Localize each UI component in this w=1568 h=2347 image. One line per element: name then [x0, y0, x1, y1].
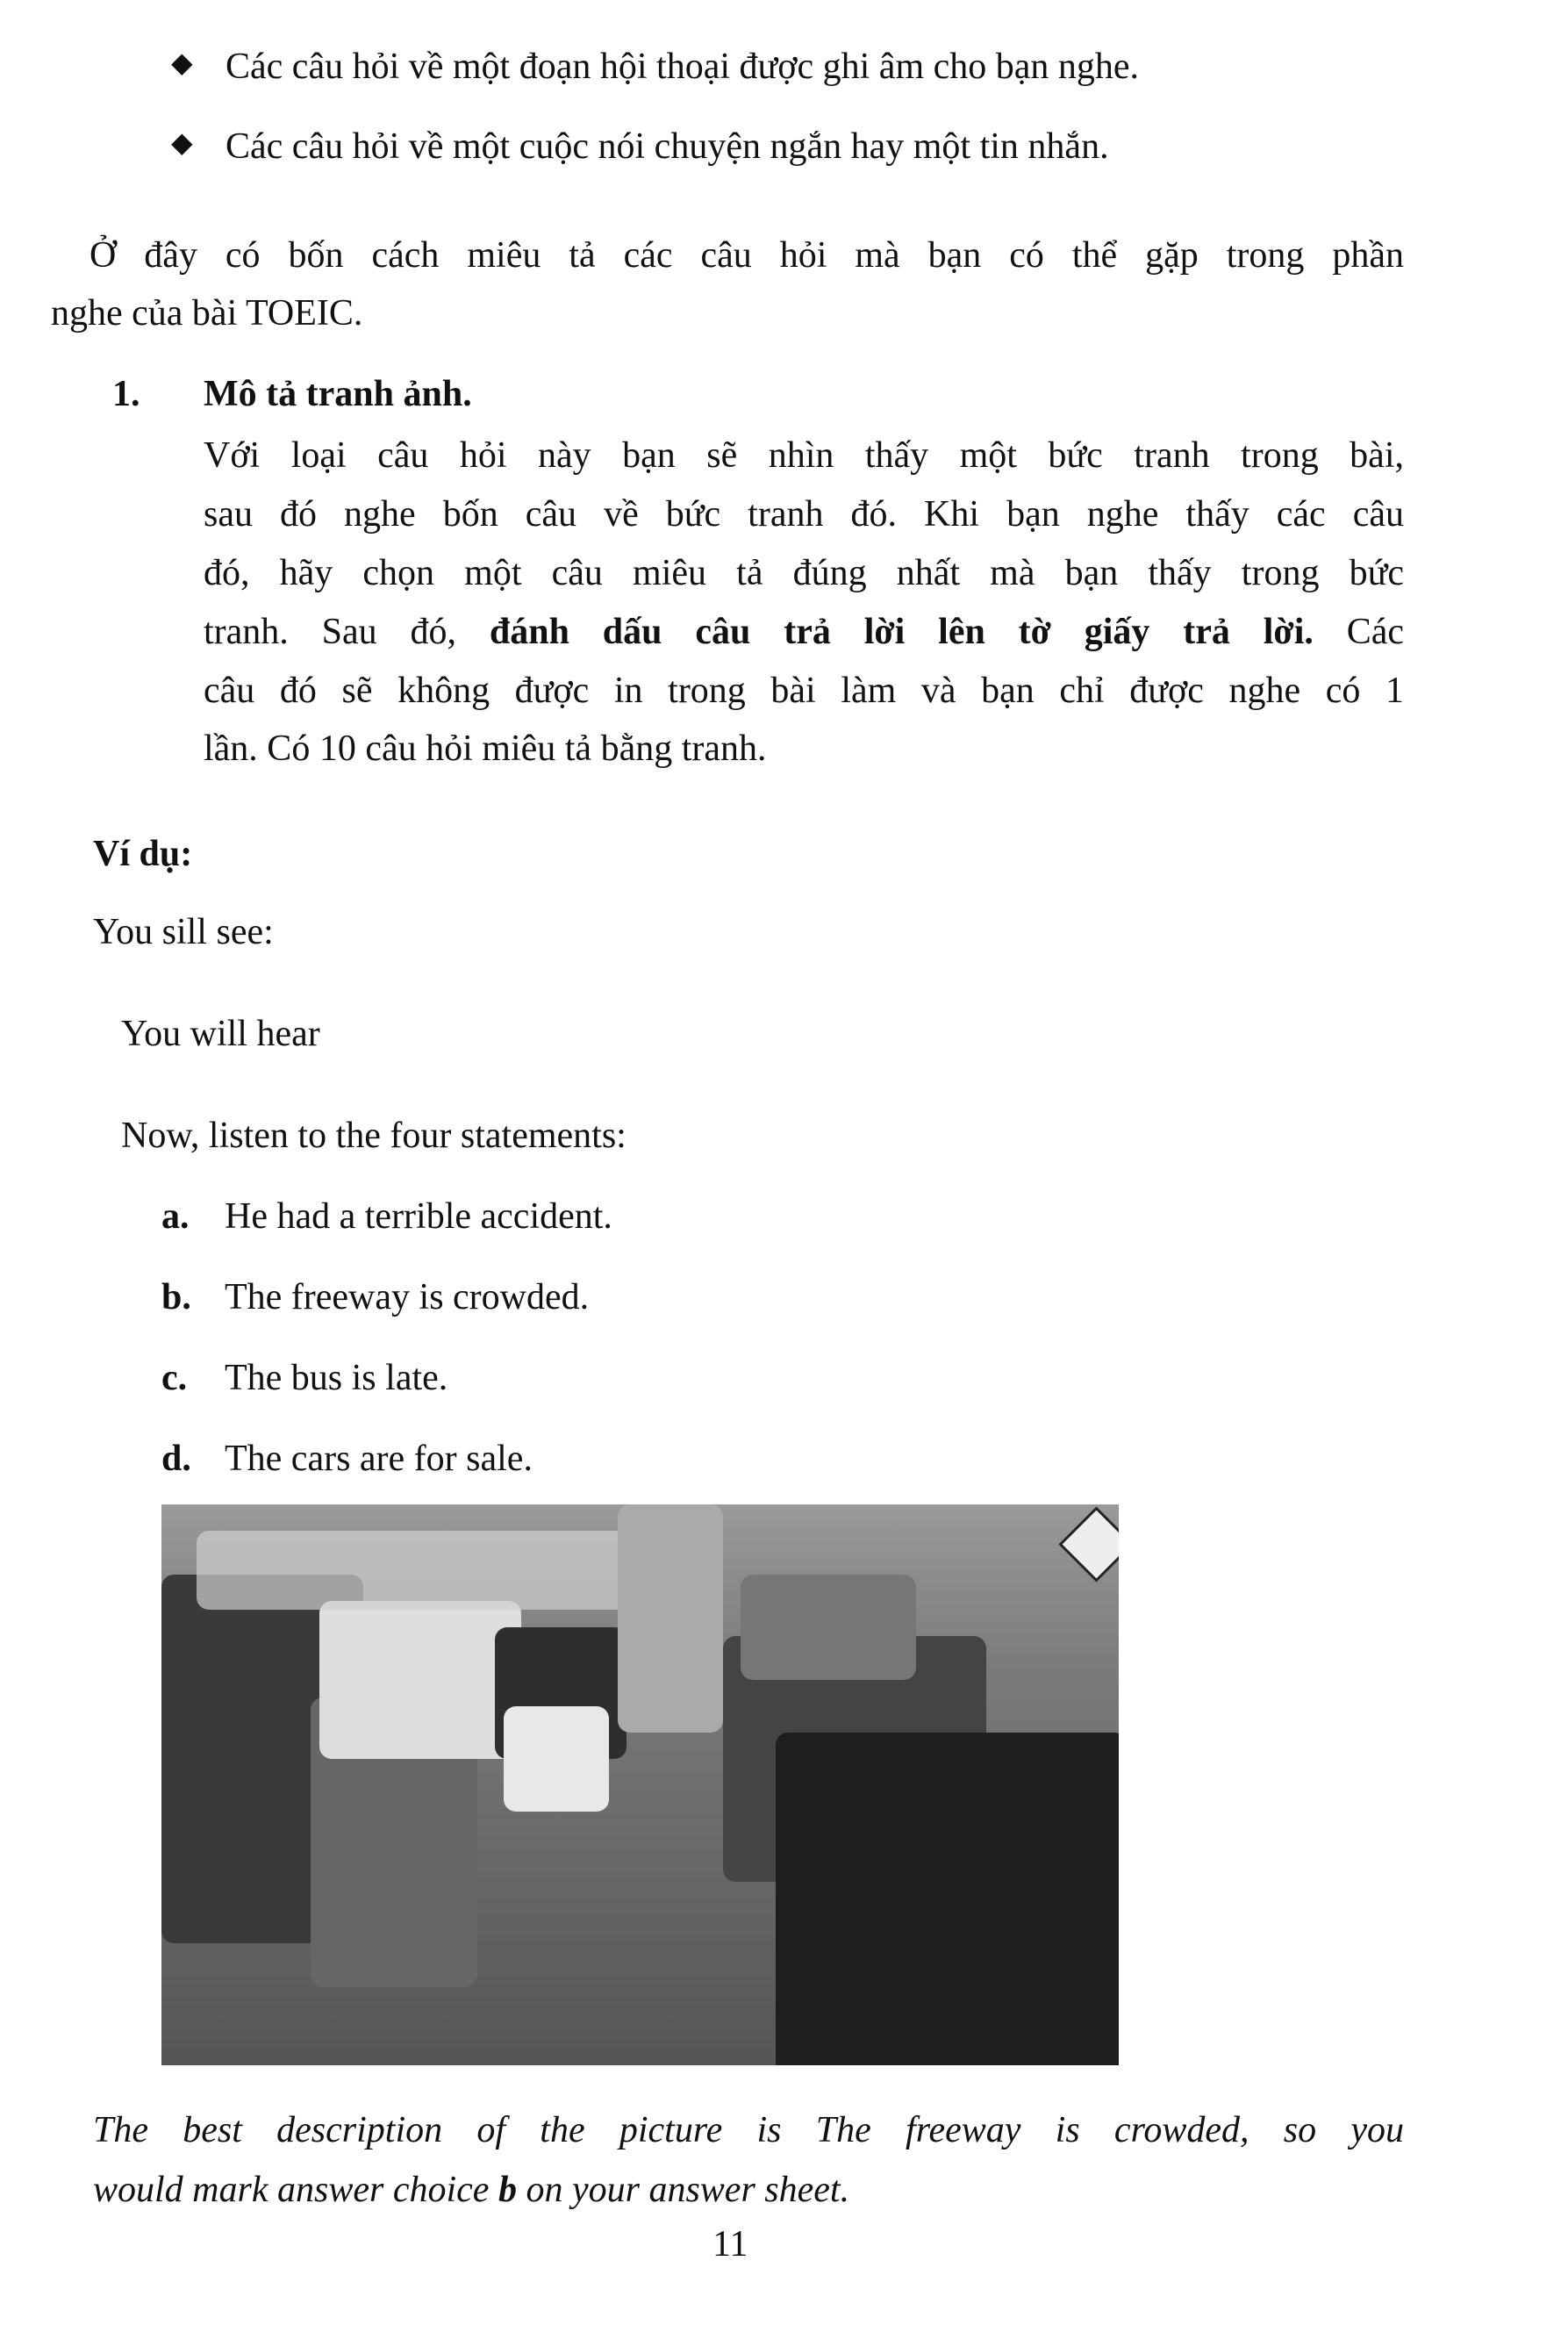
bullet-text: Các câu hỏi về một cuộc nói chuyện ngắn hay một tin nhắn.	[226, 126, 1109, 167]
paragraph-line: lần. Có 10 câu hỏi miêu tả bằng tranh.	[204, 729, 767, 769]
page-number: 11	[712, 2224, 748, 2264]
caption-line	[93, 2171, 849, 2208]
paragraph-line: đó, hãy chọn một câu miêu tả đúng nhất mà bạn thấy trong bức	[204, 553, 1404, 593]
instruction: Now, listen to the four statements:	[121, 1116, 626, 1156]
you-will-hear: You will hear	[121, 1014, 320, 1054]
example-heading: Ví dụ:	[93, 834, 193, 874]
text: would mark answer choice	[93, 2170, 490, 2210]
diamond-bullet-icon: ◆	[171, 47, 193, 78]
section-title: Mô tả tranh ảnh.	[204, 374, 472, 414]
paragraph-line: Với loại câu hỏi này bạn sẽ nhìn thấy một bức tranh trong bài,	[204, 435, 1404, 476]
text: on your answer sheet.	[526, 2170, 850, 2210]
option-letter: c.	[161, 1358, 188, 1398]
answer-letter: b	[498, 2170, 517, 2210]
option-text: He had a terrible accident.	[225, 1196, 612, 1237]
freeway-traffic-photo	[161, 1504, 1119, 2065]
diamond-bullet-icon: ◆	[171, 126, 193, 158]
intro-line: nghe của bài TOEIC.	[51, 293, 363, 334]
text: tranh. Sau đó,	[204, 612, 457, 652]
caption-line: The best description of the picture is The freeway is crowded, so you	[93, 2110, 1404, 2150]
you-will-see: You sill see:	[93, 912, 274, 952]
option-text: The cars are for sale.	[225, 1439, 533, 1479]
paragraph-line	[204, 614, 1404, 650]
option-text: The bus is late.	[225, 1358, 448, 1398]
paragraph-line: câu đó sẽ không được in trong bài làm và bạn chỉ được nghe có 1	[204, 671, 1404, 711]
bullet-text: Các câu hỏi về một đoạn hội thoại được ghi âm cho bạn nghe.	[226, 47, 1140, 87]
section-number: 1.	[112, 374, 140, 414]
option-text: The freeway is crowded.	[225, 1277, 590, 1317]
intro-line: Ở đây có bốn cách miêu tả các câu hỏi mà bạn có thể gặp trong phần	[89, 235, 1404, 276]
paragraph-line: sau đó nghe bốn câu về bức tranh đó. Khi bạn nghe thấy các câu	[204, 494, 1404, 535]
option-letter: b.	[161, 1277, 191, 1317]
bold-instruction: đánh dấu câu trả lời lên tờ giấy trả lời.	[489, 612, 1314, 652]
merge-sign-icon	[1058, 1506, 1119, 1582]
text: Các	[1346, 612, 1405, 652]
option-letter: a.	[161, 1196, 190, 1237]
option-letter: d.	[161, 1439, 191, 1479]
